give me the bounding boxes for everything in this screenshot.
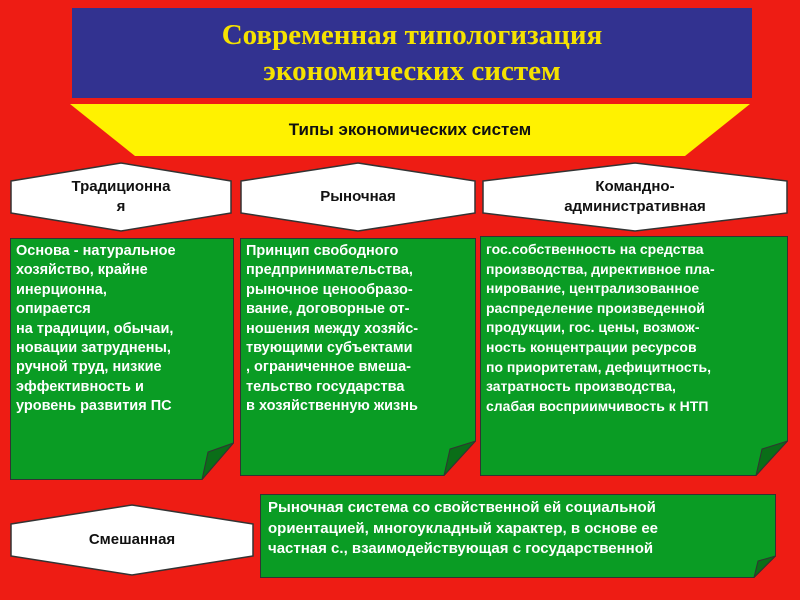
hex-command-label: Командно- административная (564, 178, 706, 215)
hex-mixed (10, 504, 254, 576)
card-mixed-text: Рыночная система со свойственной ей социальной ориентацией, многоукладный характер, в основе ее частная с., взаимодействующая с государственной (268, 499, 659, 557)
hex-command (482, 162, 788, 232)
card-command (480, 236, 788, 476)
banner-label: Типы экономических систем (288, 120, 532, 139)
hex-market (240, 162, 476, 232)
card-command-text: гос.собственность на средства производства, директивное пла- нирование, централизованное распределение произведенной продукции, гос. цены, возмож- ность концентрации ресурсов по приоритетам, дефицитность, затратность производства, слабая восприимчивость к НТП (486, 241, 715, 414)
card-market-text: Принцип свободного предпринимательства, рыночное ценообразо- вание, договорные от- ношения между хозяйс- твующими субъектами , ограниченное вмеша- тельство государства в хозяйственную жизнь (246, 243, 419, 415)
types-banner (70, 104, 750, 156)
hex-traditional-label: Традиционна я (71, 178, 171, 215)
page-title (72, 8, 752, 98)
title-line-1: Современная типологизация (221, 19, 603, 51)
hex-traditional (10, 162, 232, 232)
title-line-2: экономических систем (263, 55, 561, 87)
card-traditional-text: Основа - натуральное хозяйство, крайне инерционна, опирается на традиции, обычаи, новации затруднены, ручной труд, низкие эффективность и уровень развития ПС (16, 243, 176, 415)
hex-market-label: Рыночная (320, 188, 396, 205)
hex-mixed-label: Смешанная (88, 531, 176, 548)
card-market (240, 238, 476, 476)
card-traditional (10, 238, 234, 480)
